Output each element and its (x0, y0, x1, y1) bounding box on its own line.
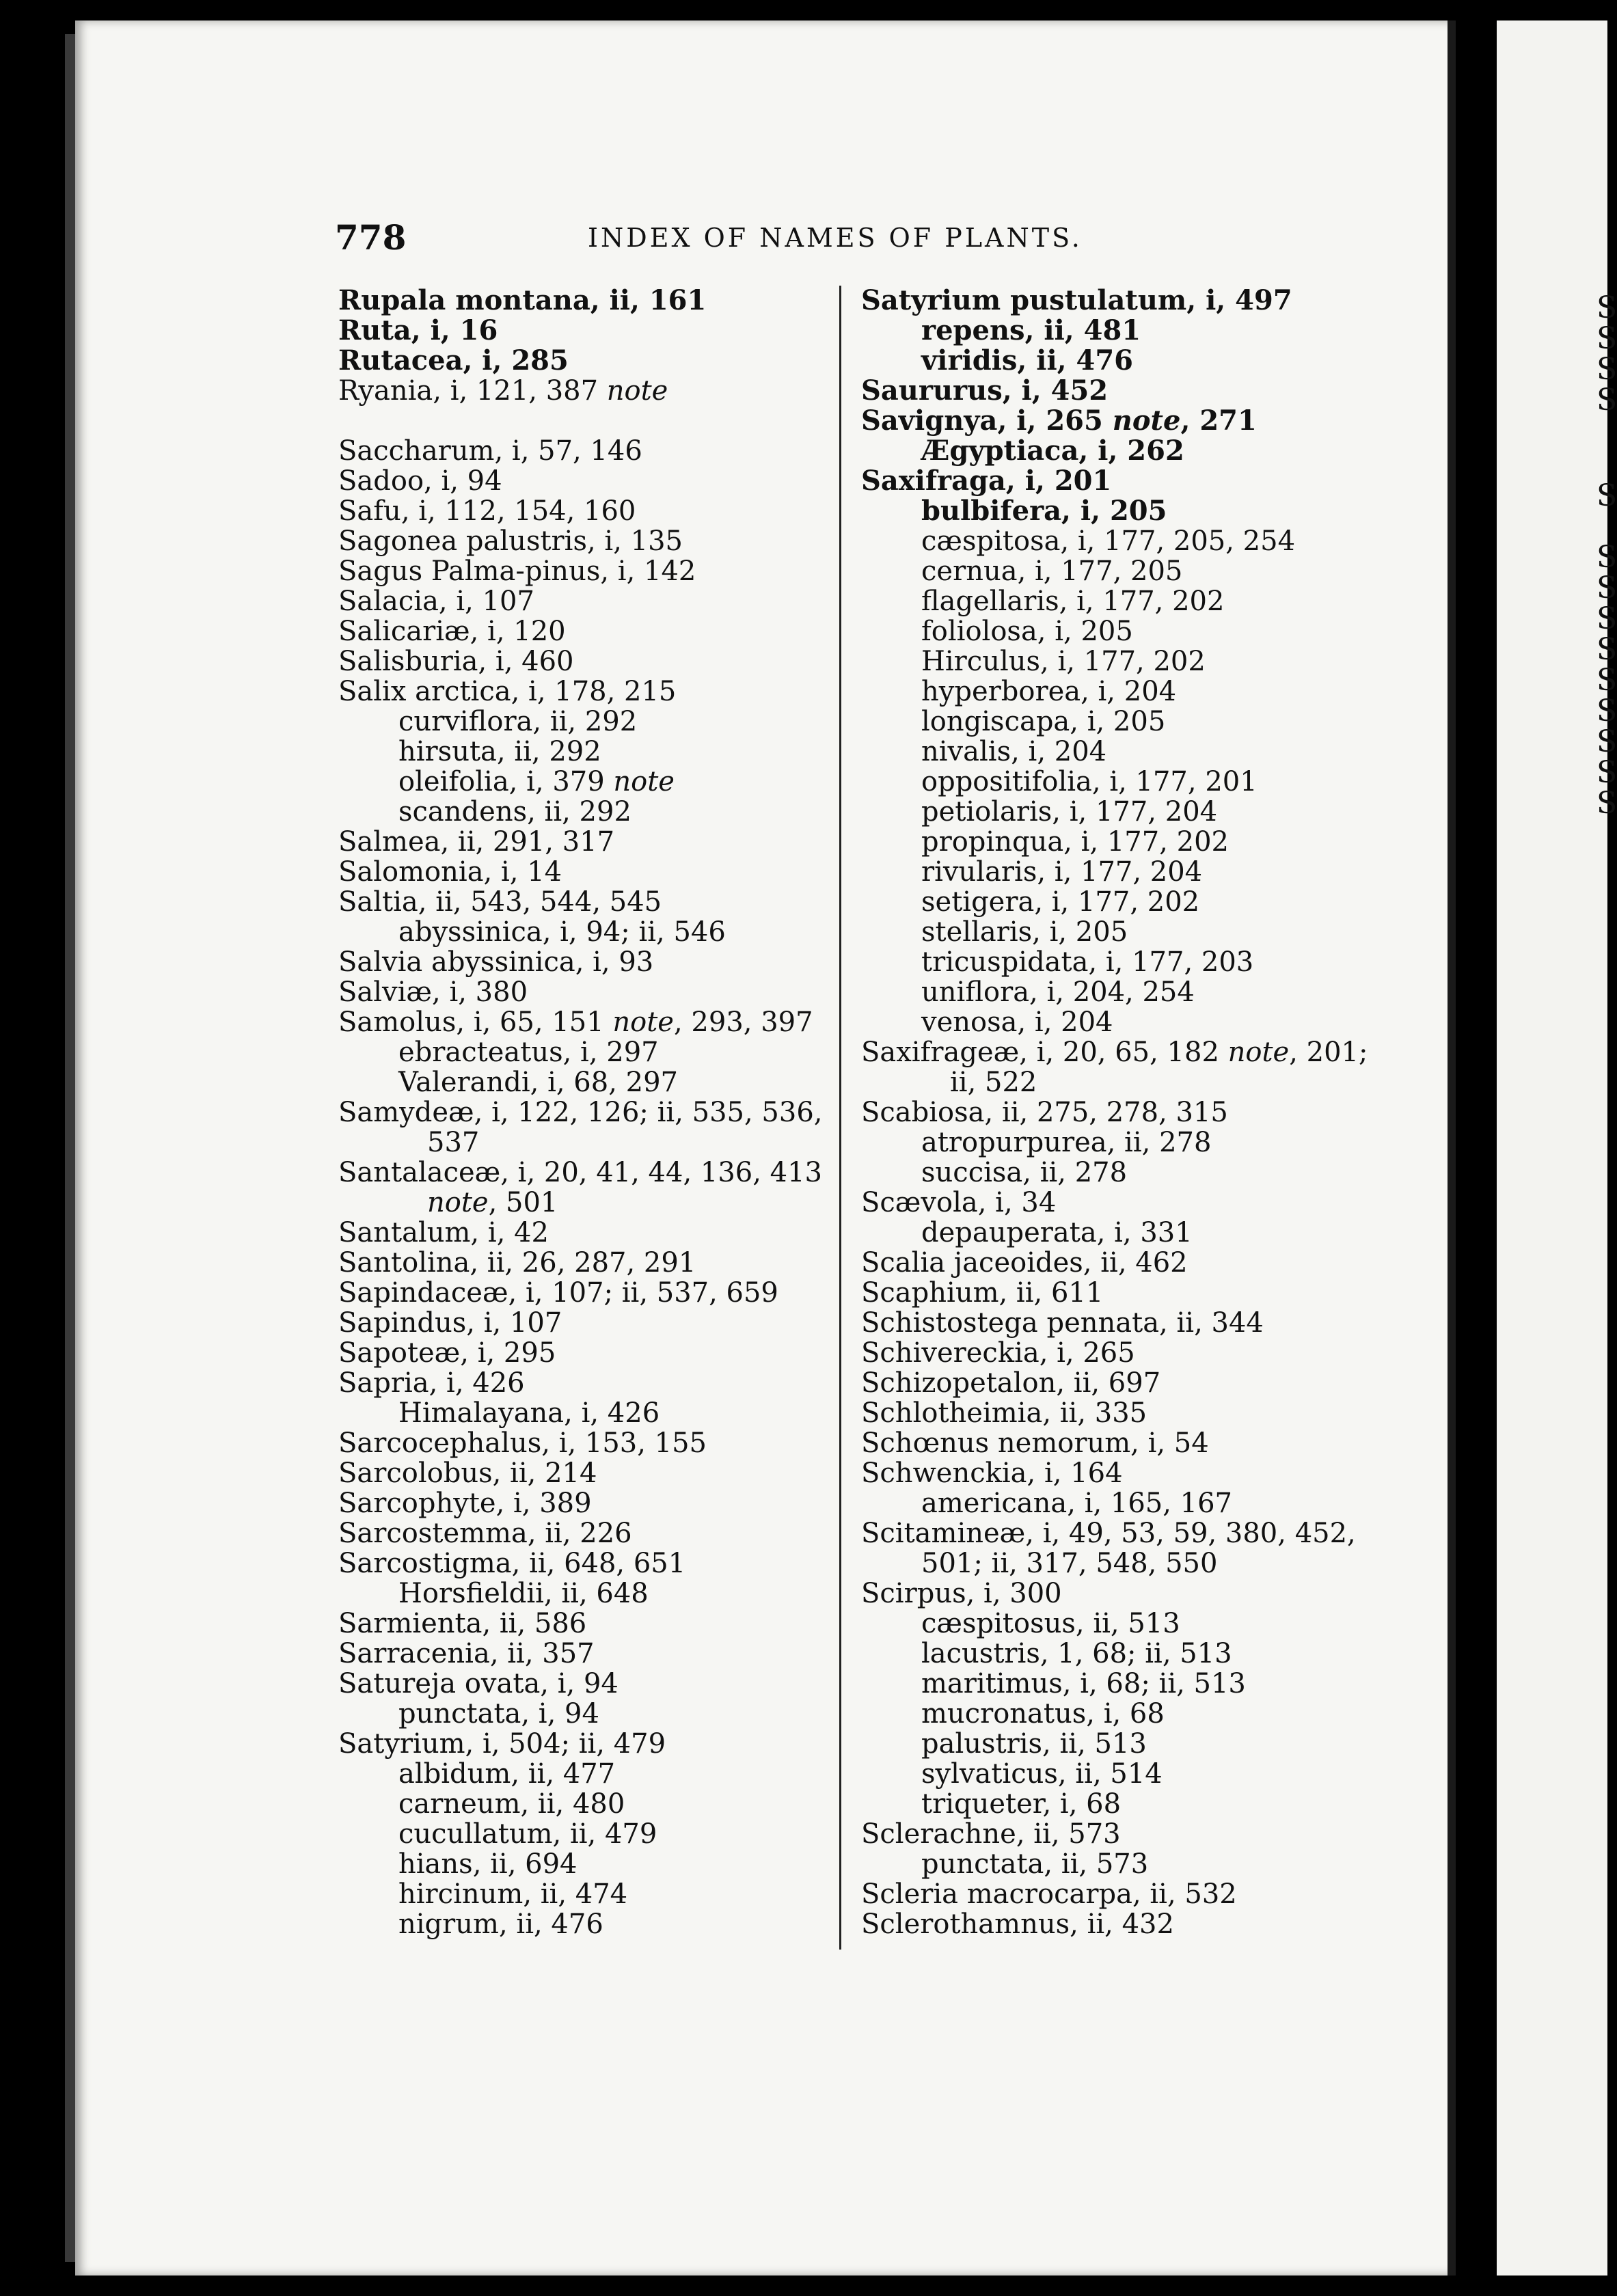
index-entry (338, 1338, 837, 1368)
index-entry (861, 466, 1367, 496)
entry-text: hircinum, ii, 474 (398, 1878, 628, 1910)
entry-text: sylvaticus, ii, 514 (921, 1758, 1163, 1790)
index-subentry (861, 1639, 1367, 1669)
entry-text: flagellaris, i, 177, 202 (921, 586, 1225, 617)
entry-text: Salmea, ii, 291, 317 (338, 826, 615, 858)
next-page-letter: S (1596, 786, 1617, 821)
entry-text: Schistostega pennata, ii, 344 (861, 1307, 1264, 1339)
next-page-letter: S (1596, 290, 1617, 325)
entry-text: nivalis, i, 204 (921, 736, 1107, 767)
entry-text: ebracteatus, i, 297 (398, 1037, 659, 1068)
index-subentry (338, 1398, 837, 1428)
index-subentry (338, 1188, 837, 1218)
index-subentry (861, 1729, 1367, 1759)
index-subentry (861, 436, 1367, 466)
index-subentry (861, 346, 1367, 376)
next-page-letter: S (1596, 694, 1617, 728)
entry-text: mucronatus, i, 68 (921, 1698, 1165, 1730)
index-subentry (861, 1218, 1367, 1248)
index-entry (861, 406, 1367, 436)
index-entry (338, 436, 837, 466)
entry-text: hians, ii, 694 (398, 1848, 578, 1880)
next-page-letter: S (1596, 540, 1617, 575)
entry-text: Hirculus, i, 177, 202 (921, 646, 1206, 677)
index-entry (338, 646, 837, 676)
index-entry (861, 1308, 1367, 1338)
entry-text: Salix arctica, i, 178, 215 (338, 676, 677, 707)
entry-text: Salacia, i, 107 (338, 586, 534, 617)
entry-text: Schlotheimia, ii, 335 (861, 1397, 1147, 1429)
entry-text: Sarcocephalus, i, 153, 155 (338, 1427, 707, 1459)
index-subentry (861, 977, 1367, 1007)
entry-text: setigera, i, 177, 202 (921, 886, 1200, 918)
index-entry (338, 346, 837, 376)
index-entry (861, 1188, 1367, 1218)
index-entry (861, 1578, 1367, 1609)
index-subentry (861, 1488, 1367, 1518)
entry-text: americana, i, 165, 167 (921, 1488, 1232, 1519)
entry-text: hirsuta, ii, 292 (398, 736, 601, 767)
index-entry (338, 526, 837, 556)
index-entry (861, 1097, 1367, 1128)
entry-text: Samydeæ, i, 122, 126; ii, 535, 536, (338, 1097, 823, 1128)
entry-text: Samolus, i, 65, 151 (338, 1007, 613, 1038)
entry-text: Savignya, i, 265 (861, 405, 1113, 437)
note-marker: note (613, 766, 675, 797)
entry-text: Schwenckia, i, 164 (861, 1458, 1123, 1489)
entry-text: Santalum, i, 42 (338, 1217, 549, 1248)
index-subentry (338, 1789, 837, 1819)
entry-text: Ryania, i, 121, 387 (338, 375, 607, 407)
entry-text: Saccharum, i, 57, 146 (338, 435, 642, 467)
index-entry (338, 1639, 837, 1669)
index-subentry (338, 1909, 837, 1939)
index-subentry (861, 737, 1367, 767)
index-subentry (861, 1158, 1367, 1188)
index-entry (338, 1428, 837, 1458)
index-entry (338, 887, 837, 917)
index-entry (338, 316, 837, 346)
index-subentry (861, 947, 1367, 977)
entry-text: Satureja ovata, i, 94 (338, 1668, 619, 1699)
index-subentry (338, 1819, 837, 1849)
entry-text: maritimus, i, 68; ii, 513 (921, 1668, 1246, 1699)
entry-text: lacustris, 1, 68; ii, 513 (921, 1638, 1232, 1669)
index-entry (861, 1879, 1367, 1909)
next-page-letter: S (1596, 755, 1617, 790)
note-marker: note (1112, 405, 1181, 437)
index-entry (338, 1248, 837, 1278)
entry-text: Schœnus nemorum, i, 54 (861, 1427, 1209, 1459)
entry-text: Sarcolobus, ii, 214 (338, 1458, 597, 1489)
index-entry (338, 827, 837, 857)
index-subentry (861, 496, 1367, 526)
index-entry (338, 616, 837, 646)
entry-text: succisa, ii, 278 (921, 1157, 1128, 1188)
gutter-shadow (1448, 20, 1456, 2276)
index-entry (338, 1669, 837, 1699)
entry-text: Ruta, i, 16 (338, 314, 498, 346)
note-marker: note (612, 1007, 674, 1038)
index-subentry (861, 1609, 1367, 1639)
entry-text: Sadoo, i, 94 (338, 465, 502, 497)
index-entry (861, 1518, 1367, 1548)
note-marker: note (427, 1187, 489, 1218)
entry-text: cæspitosus, ii, 513 (921, 1608, 1180, 1639)
entry-text: Saururus, i, 452 (861, 374, 1109, 407)
index-subentry (861, 797, 1367, 827)
index-entry (861, 286, 1367, 316)
index-entry (338, 676, 837, 707)
index-subentry (338, 1128, 837, 1158)
entry-text: propinqua, i, 177, 202 (921, 826, 1229, 858)
index-entry (861, 1037, 1367, 1067)
entry-text: Salviæ, i, 380 (338, 976, 528, 1008)
entry-text: Sarcostemma, ii, 226 (338, 1518, 632, 1549)
entry-text: petiolaris, i, 177, 204 (921, 796, 1218, 828)
entry-text: punctata, ii, 573 (921, 1848, 1149, 1880)
index-entry (338, 977, 837, 1007)
index-entry (861, 1909, 1367, 1939)
entry-text: Sagonea palustris, i, 135 (338, 525, 683, 557)
entry-text: Sarcostigma, ii, 648, 651 (338, 1548, 686, 1579)
entry-text: Sclerachne, ii, 573 (861, 1818, 1121, 1850)
index-column-right (861, 286, 1367, 1939)
index-subentry (861, 556, 1367, 586)
index-entry (338, 556, 837, 586)
entry-text: Satyrium pustulatum, i, 497 (861, 284, 1292, 316)
index-entry (338, 1548, 837, 1578)
entry-text: oleifolia, i, 379 (398, 766, 614, 797)
entry-text: Schizopetalon, ii, 697 (861, 1367, 1161, 1399)
index-subentry (861, 917, 1367, 947)
index-subentry (861, 676, 1367, 707)
entry-text: albidum, ii, 477 (398, 1758, 616, 1790)
index-subentry (861, 316, 1367, 346)
entry-text: cernua, i, 177, 205 (921, 556, 1183, 587)
index-subentry (861, 526, 1367, 556)
index-entry (338, 1097, 837, 1128)
entry-text: Satyrium, i, 504; ii, 479 (338, 1728, 666, 1760)
entry-text: Saxifraga, i, 201 (861, 465, 1112, 497)
entry-text: uniflora, i, 204, 254 (921, 976, 1195, 1008)
next-page-letter: S (1596, 632, 1617, 667)
index-subentry (861, 1699, 1367, 1729)
index-entry (338, 586, 837, 616)
index-entry (338, 947, 837, 977)
entry-text-continued: , 201; (1289, 1037, 1368, 1068)
entry-text: Sarracenia, ii, 357 (338, 1638, 595, 1669)
entry-text-continued: , 293, 397 (673, 1007, 813, 1038)
entry-text: Salvia abyssinica, i, 93 (338, 946, 654, 978)
entry-text: Rutacea, i, 285 (338, 344, 569, 377)
entry-text: carneum, ii, 480 (398, 1788, 625, 1820)
entry-text: cucullatum, ii, 479 (398, 1818, 657, 1850)
index-entry (861, 1458, 1367, 1488)
index-subentry (861, 1789, 1367, 1819)
index-subentry (861, 1759, 1367, 1789)
entry-text: Sagus Palma-pinus, i, 142 (338, 556, 696, 587)
entry-text: bulbifera, i, 205 (921, 495, 1167, 527)
entry-text: Himalayana, i, 426 (398, 1397, 660, 1429)
index-subentry (861, 616, 1367, 646)
entry-text: Santalaceæ, i, 20, 41, 44, 136, 413 (338, 1157, 823, 1188)
index-subentry (338, 1759, 837, 1789)
next-page-letter: S (1596, 352, 1617, 387)
entry-text: rivularis, i, 177, 204 (921, 856, 1203, 888)
index-entry (338, 1308, 837, 1338)
next-page-letter: S (1596, 601, 1617, 636)
index-entry (861, 1819, 1367, 1849)
entry-text: cæspitosa, i, 177, 205, 254 (921, 525, 1296, 557)
index-entry (338, 1278, 837, 1308)
column-divider (839, 286, 841, 1950)
index-subentry (861, 646, 1367, 676)
section-gap (338, 406, 837, 436)
entry-text: Scirpus, i, 300 (861, 1578, 1062, 1609)
index-entry (338, 1609, 837, 1639)
index-entry (861, 1338, 1367, 1368)
entry-text: repens, ii, 481 (921, 314, 1141, 346)
index-entry (861, 1368, 1367, 1398)
entry-text: Scitamineæ, i, 49, 53, 59, 380, 452, (861, 1518, 1356, 1549)
index-subentry (861, 1669, 1367, 1699)
next-page-letter: S (1596, 663, 1617, 698)
next-page-letter: S (1596, 571, 1617, 605)
index-subentry (338, 797, 837, 827)
index-subentry (338, 1037, 837, 1067)
entry-text: abyssinica, i, 94; ii, 546 (398, 916, 726, 948)
index-subentry (338, 707, 837, 737)
index-subentry (338, 737, 837, 767)
index-entry (861, 1428, 1367, 1458)
entry-text: 501; ii, 317, 548, 550 (921, 1548, 1218, 1579)
entry-text: Scaphium, ii, 611 (861, 1277, 1104, 1309)
index-entry (861, 1248, 1367, 1278)
entry-text: Sapindus, i, 107 (338, 1307, 562, 1339)
note-marker: note (606, 375, 668, 407)
entry-text: Sclerothamnus, ii, 432 (861, 1909, 1174, 1940)
entry-text: 537 (427, 1127, 480, 1158)
index-subentry (861, 1007, 1367, 1037)
entry-text: Salicariæ, i, 120 (338, 616, 566, 647)
index-entry (861, 1398, 1367, 1428)
index-entry (861, 376, 1367, 406)
index-entry (338, 1729, 837, 1759)
entry-text: longiscapa, i, 205 (921, 706, 1166, 737)
entry-text: ii, 522 (950, 1067, 1037, 1098)
page-number: 778 (335, 217, 407, 258)
index-subentry (338, 1699, 837, 1729)
entry-text: punctata, i, 94 (398, 1698, 599, 1730)
entry-text: Sapria, i, 426 (338, 1367, 525, 1399)
index-subentry (861, 1128, 1367, 1158)
index-entry (338, 1488, 837, 1518)
next-page-letter: S (1596, 321, 1617, 356)
entry-text: foliolosa, i, 205 (921, 616, 1133, 647)
entry-text: Scalia jaceoides, ii, 462 (861, 1247, 1188, 1279)
entry-text: Sapoteæ, i, 295 (338, 1337, 556, 1369)
entry-text: Scævola, i, 34 (861, 1187, 1057, 1218)
index-subentry (861, 1849, 1367, 1879)
next-page-letter: S (1596, 383, 1617, 418)
index-subentry (338, 1578, 837, 1609)
entry-text: triqueter, i, 68 (921, 1788, 1122, 1820)
entry-text: Saxifrageæ, i, 20, 65, 182 (861, 1037, 1228, 1068)
index-subentry (861, 857, 1367, 887)
index-subentry (338, 1067, 837, 1097)
entry-text-continued: , 501 (488, 1187, 558, 1218)
index-subentry (338, 767, 837, 797)
entry-text: Scleria macrocarpa, ii, 532 (861, 1878, 1237, 1910)
index-entry (338, 376, 837, 406)
index-entry (338, 496, 837, 526)
entry-text: Valerandi, i, 68, 297 (398, 1067, 678, 1098)
next-page-letter: S (1596, 724, 1617, 759)
entry-text: hyperborea, i, 204 (921, 676, 1177, 707)
entry-text: Salisburia, i, 460 (338, 646, 574, 677)
index-entry (338, 857, 837, 887)
index-column-left (338, 286, 837, 1939)
entry-text: Safu, i, 112, 154, 160 (338, 495, 636, 527)
index-subentry (338, 1879, 837, 1909)
index-subentry (861, 767, 1367, 797)
running-title: INDEX OF NAMES OF PLANTS. (588, 223, 1083, 253)
index-subentry (861, 887, 1367, 917)
entry-text: venosa, i, 204 (921, 1007, 1113, 1038)
index-subentry (338, 917, 837, 947)
entry-text: Saltia, ii, 543, 544, 545 (338, 886, 662, 918)
index-subentry (861, 827, 1367, 857)
next-page-letter: S (1596, 478, 1617, 513)
index-entry (338, 1218, 837, 1248)
adjacent-page-fragment (1497, 20, 1617, 2276)
index-subentry (861, 586, 1367, 616)
entry-text: stellaris, i, 205 (921, 916, 1128, 948)
index-entry (861, 1278, 1367, 1308)
index-entry (338, 1518, 837, 1548)
entry-text: Sarmienta, ii, 586 (338, 1608, 587, 1639)
index-entry (338, 1158, 837, 1188)
entry-text: Scabiosa, ii, 275, 278, 315 (861, 1097, 1228, 1128)
entry-text-continued: , 271 (1180, 405, 1257, 437)
index-entry (338, 286, 837, 316)
entry-text: Schivereckia, i, 265 (861, 1337, 1135, 1369)
index-subentry (338, 1849, 837, 1879)
entry-text: atropurpurea, ii, 278 (921, 1127, 1212, 1158)
entry-text: palustris, ii, 513 (921, 1728, 1147, 1760)
entry-text: nigrum, ii, 476 (398, 1909, 603, 1940)
entry-text: Ægyptiaca, i, 262 (921, 435, 1184, 467)
index-subentry (861, 1548, 1367, 1578)
entry-text: Santolina, ii, 26, 287, 291 (338, 1247, 696, 1279)
page-header (335, 217, 1087, 258)
entry-text: Sapindaceæ, i, 107; ii, 537, 659 (338, 1277, 778, 1309)
entry-text: tricuspidata, i, 177, 203 (921, 946, 1254, 978)
entry-text: viridis, ii, 476 (921, 344, 1133, 377)
index-subentry (861, 707, 1367, 737)
entry-text: Rupala montana, ii, 161 (338, 284, 707, 316)
index-entry (338, 1007, 837, 1037)
index-entry (338, 1368, 837, 1398)
index-entry (338, 1458, 837, 1488)
note-marker: note (1227, 1037, 1290, 1068)
entry-text: oppositifolia, i, 177, 201 (921, 766, 1258, 797)
entry-text: Horsfieldii, ii, 648 (398, 1578, 649, 1609)
entry-text: curviflora, ii, 292 (398, 706, 638, 737)
index-subentry (861, 1067, 1367, 1097)
entry-text: Salomonia, i, 14 (338, 856, 562, 888)
index-entry (338, 466, 837, 496)
entry-text: Sarcophyte, i, 389 (338, 1488, 592, 1519)
entry-text: scandens, ii, 292 (398, 796, 631, 828)
entry-text: depauperata, i, 331 (921, 1217, 1193, 1248)
